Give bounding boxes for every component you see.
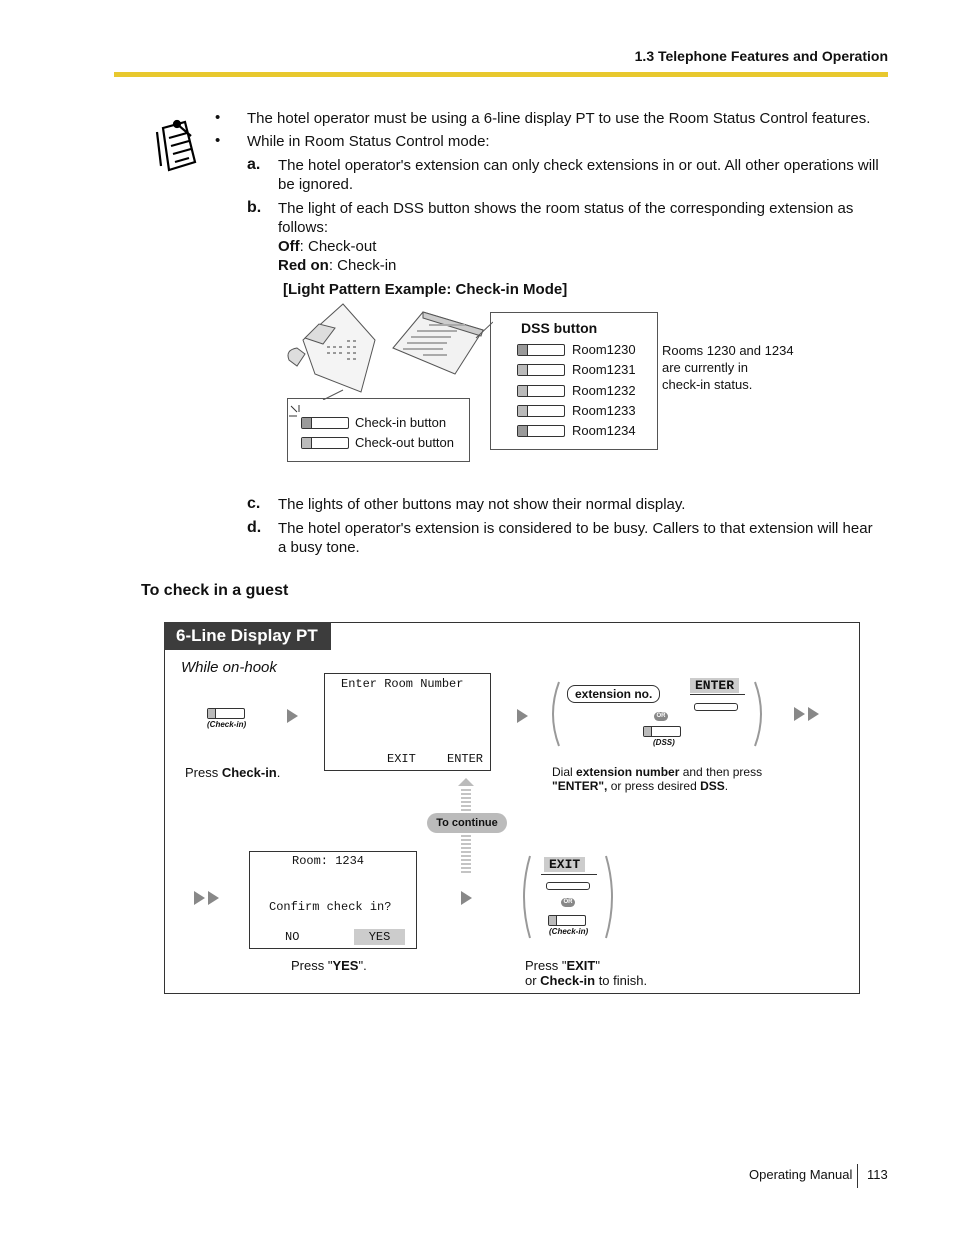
lcd2-no-softkey[interactable]: NO <box>285 930 300 944</box>
step2-a: Dial <box>552 765 577 779</box>
dss-button-1234[interactable] <box>517 425 565 437</box>
step1-post: . <box>276 765 281 780</box>
or-badge: OR <box>654 712 668 721</box>
checkin-key-finish-caption: (Check-in) <box>549 927 589 936</box>
step3-instruction <box>291 958 367 973</box>
status-off-value: : Check-out <box>299 238 377 255</box>
checkin-button-label: Check-in button <box>355 415 447 430</box>
lcd2-yes-softkey[interactable]: YES <box>354 929 405 945</box>
item-a-letter: a. <box>247 156 261 173</box>
item-b-letter: b. <box>247 199 262 216</box>
checkin-key-caption: (Check-in) <box>207 720 247 729</box>
checkin-key[interactable] <box>207 708 245 719</box>
dss-panel-title: DSS button <box>521 320 598 336</box>
dss-button-1232[interactable] <box>517 385 565 397</box>
step2-instruction <box>552 765 762 793</box>
checkin-status-note <box>662 342 794 393</box>
double-arrow-icon <box>794 707 822 721</box>
status-off-line <box>278 237 376 256</box>
checkout-button-label: Check-out button <box>355 435 455 450</box>
status-red-line <box>278 256 396 275</box>
enter-key-line <box>690 694 745 695</box>
status-red-label: Red on <box>278 257 329 274</box>
arrow-icon <box>461 891 472 905</box>
note-line-3: check-in status. <box>662 377 753 392</box>
step2-d: "ENTER", <box>552 779 608 793</box>
step4-b: EXIT <box>566 958 596 973</box>
lcd1-enter-softkey[interactable]: ENTER <box>447 752 484 766</box>
room-1234-label: Room1234 <box>572 423 636 438</box>
to-continue-badge: To continue <box>427 813 507 833</box>
item-d-letter: d. <box>247 519 262 536</box>
step2-f: DSS <box>700 779 725 793</box>
arrow-icon <box>517 709 528 723</box>
status-red-value: : Check-in <box>328 257 397 274</box>
room-1230-label: Room1230 <box>572 342 636 357</box>
note-line-2: are currently in <box>662 360 748 375</box>
telephone-and-console-illustration <box>283 300 493 400</box>
checkout-button[interactable] <box>301 437 349 449</box>
dss-button-1233[interactable] <box>517 405 565 417</box>
item-c-text: The lights of other buttons may not show their normal display. <box>278 496 686 513</box>
dss-key-caption: (DSS) <box>653 738 675 747</box>
room-1231-label: Room1231 <box>572 362 636 377</box>
double-arrow-icon <box>194 891 222 905</box>
step4-e: Check-in <box>540 973 596 988</box>
bullet-2-mark: • <box>215 132 221 149</box>
while-on-hook: While on-hook <box>181 659 277 676</box>
bullet-1-text: The hotel operator must be using a 6-line display PT to use the Room Status Control features. <box>247 110 871 127</box>
step3-a: Press " <box>291 958 333 973</box>
status-off-label: Off <box>278 238 300 255</box>
step1-pre: Press <box>185 765 222 780</box>
item-c-letter: c. <box>247 495 261 512</box>
bullet-2-text: While in Room Status Control mode: <box>247 133 490 150</box>
header-rule <box>114 72 888 77</box>
footer-divider <box>857 1164 858 1188</box>
lcd2-confirm: Confirm check in? <box>269 900 392 914</box>
item-b-text: The light of each DSS button shows the room status of the corresponding extension as follows: <box>278 200 854 236</box>
exit-key-label: EXIT <box>544 857 585 872</box>
figure-title: [Light Pattern Example: Check-in Mode] <box>283 281 568 298</box>
arrow-icon <box>287 709 298 723</box>
step4-c: " <box>595 958 600 973</box>
lcd2-room: Room: 1234 <box>292 854 365 868</box>
step4-instruction <box>525 958 647 988</box>
lcd1-exit-softkey[interactable]: EXIT <box>387 752 416 766</box>
step2-e: or press desired <box>607 779 701 793</box>
step2-g: . <box>724 779 729 793</box>
lcd-enter-room <box>324 673 491 771</box>
dss-key[interactable] <box>643 726 681 737</box>
step4-f: to finish. <box>595 973 648 988</box>
checkin-button-panel <box>287 398 470 462</box>
step2-b: extension number <box>576 765 680 779</box>
room-1232-label: Room1232 <box>572 383 636 398</box>
lcd-confirm-checkin <box>249 851 417 949</box>
item-d-text: The hotel operator's extension is considered to be busy. Callers to that extension will hear a busy tone. <box>278 520 873 556</box>
page-number: 113 <box>867 1167 888 1182</box>
step4-d: or <box>525 973 541 988</box>
footer-manual: Operating Manual <box>749 1167 853 1182</box>
dss-button-1230[interactable] <box>517 344 565 356</box>
exit-softkey[interactable] <box>546 882 590 890</box>
extension-no-input[interactable]: extension no. <box>567 685 660 703</box>
step1-bold: Check-in <box>221 765 277 780</box>
lcd1-prompt: Enter Room Number <box>341 677 464 691</box>
note-icon <box>155 118 201 172</box>
room-1233-label: Room1233 <box>572 403 636 418</box>
or-badge: OR <box>561 898 575 907</box>
dss-button-1231[interactable] <box>517 364 565 376</box>
bullet-1-mark: • <box>215 109 221 126</box>
step4-a: Press " <box>525 958 567 973</box>
step3-c: ". <box>358 958 367 973</box>
enter-key-label: ENTER <box>690 678 739 693</box>
checkin-key-finish[interactable] <box>548 915 586 926</box>
procedure-heading: To check in a guest <box>141 582 289 599</box>
note-line-1: Rooms 1230 and 1234 <box>662 343 794 358</box>
item-a-text: The hotel operator's extension can only check extensions in or out. All other operations will be ignored. <box>278 157 879 193</box>
step1-instruction <box>185 765 280 780</box>
step3-b: YES <box>332 958 359 973</box>
enter-softkey[interactable] <box>694 703 738 711</box>
exit-key-line <box>541 874 597 875</box>
procedure-tab: 6-Line Display PT <box>164 622 331 650</box>
checkin-button[interactable] <box>301 417 349 429</box>
step2-c: and then press <box>679 765 763 779</box>
section-header: 1.3 Telephone Features and Operation <box>634 48 888 64</box>
